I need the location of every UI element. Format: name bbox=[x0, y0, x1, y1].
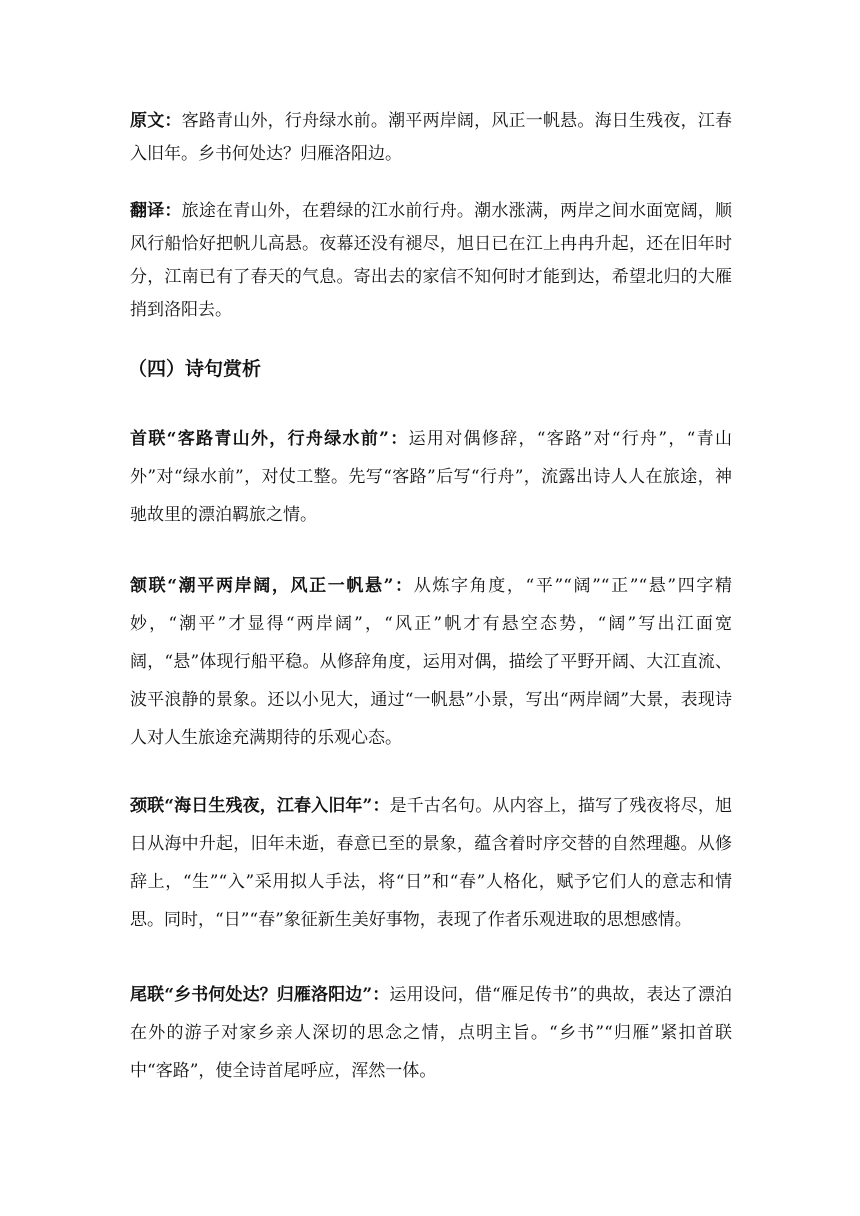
analysis-first-couplet-label: 首联“客路青山外，行舟绿水前”： bbox=[130, 429, 409, 449]
analysis-fourth-couplet-label: 尾联“乡书何处达？归雁洛阳边”： bbox=[130, 985, 390, 1005]
original-text-paragraph bbox=[130, 105, 732, 171]
analysis-second-couplet bbox=[130, 567, 732, 757]
analysis-fourth-couplet bbox=[130, 976, 732, 1090]
analysis-first-couplet bbox=[130, 420, 732, 534]
analysis-second-couplet-label: 颔联“潮平两岸阔，风正一帆悬”： bbox=[130, 576, 414, 596]
analysis-third-couplet-label: 颈联“海日生残夜，江春入旧年”： bbox=[130, 796, 390, 816]
original-text: 客路青山外，行舟绿水前。潮平两岸阔，风正一帆悬。海日生残夜，江春入旧年。乡书何处达？归雁洛阳边。 bbox=[130, 111, 733, 164]
section-heading: （四）诗句赏析 bbox=[128, 358, 262, 380]
analysis-third-couplet bbox=[130, 787, 732, 939]
translation-text: 旅途在青山外，在碧绿的江水前行舟。潮水涨满，两岸之间水面宽阔，顺风行船恰好把帆儿高悬。夜幕还没有褪尽，旭日已在江上冉冉升起，还在旧年时分，江南已有了春天的气息。寄出去的家信不知何时才能到达，希望北归的大雁捎到洛阳去。 bbox=[130, 201, 733, 320]
original-label: 原文： bbox=[130, 111, 182, 131]
analysis-second-couplet-text: 从炼字角度，“平”“阔”“正”“悬”四字精妙，“潮平”才显得“两岸阔”，“风正”帆才有悬空态势，“阔”写出江面宽阔，“悬”体现行船平稳。从修辞角度，运用对偶，描绘了平野开阔、大江直流、波平浪静的景象。还以小见大，通过“一帆悬”小景，写出“两岸阔”大景，表现诗人对人生旅途充满期待的乐观心态。 bbox=[130, 576, 732, 748]
analysis-first-couplet-text: 运用对偶修辞，“客路”对“行舟”，“青山外”对“绿水前”，对仗工整。先写“客路”后写“行舟”，流露出诗人人在旅途，神驰故里的漂泊羁旅之情。 bbox=[130, 429, 732, 525]
analysis-third-couplet-text: 是千古名句。从内容上，描写了残夜将尽，旭日从海中升起，旧年未逝，春意已至的景象，蕴含着时序交替的自然理趣。从修辞上，“生”“入”采用拟人手法，将“日”和“春”人格化，赋予它们人的意志和情思。同时，“日”“春”象征新生美好事物，表现了作者乐观进取的思想感情。 bbox=[130, 796, 733, 930]
translation-label: 翻译： bbox=[130, 201, 182, 221]
translation-paragraph bbox=[130, 195, 732, 327]
analysis-fourth-couplet-text: 运用设问，借“雁足传书”的典故，表达了漂泊在外的游子对家乡亲人深切的思念之情，点明主旨。“乡书”“归雁”紧扣首联中“客路”，使全诗首尾呼应，浑然一体。 bbox=[130, 985, 732, 1081]
